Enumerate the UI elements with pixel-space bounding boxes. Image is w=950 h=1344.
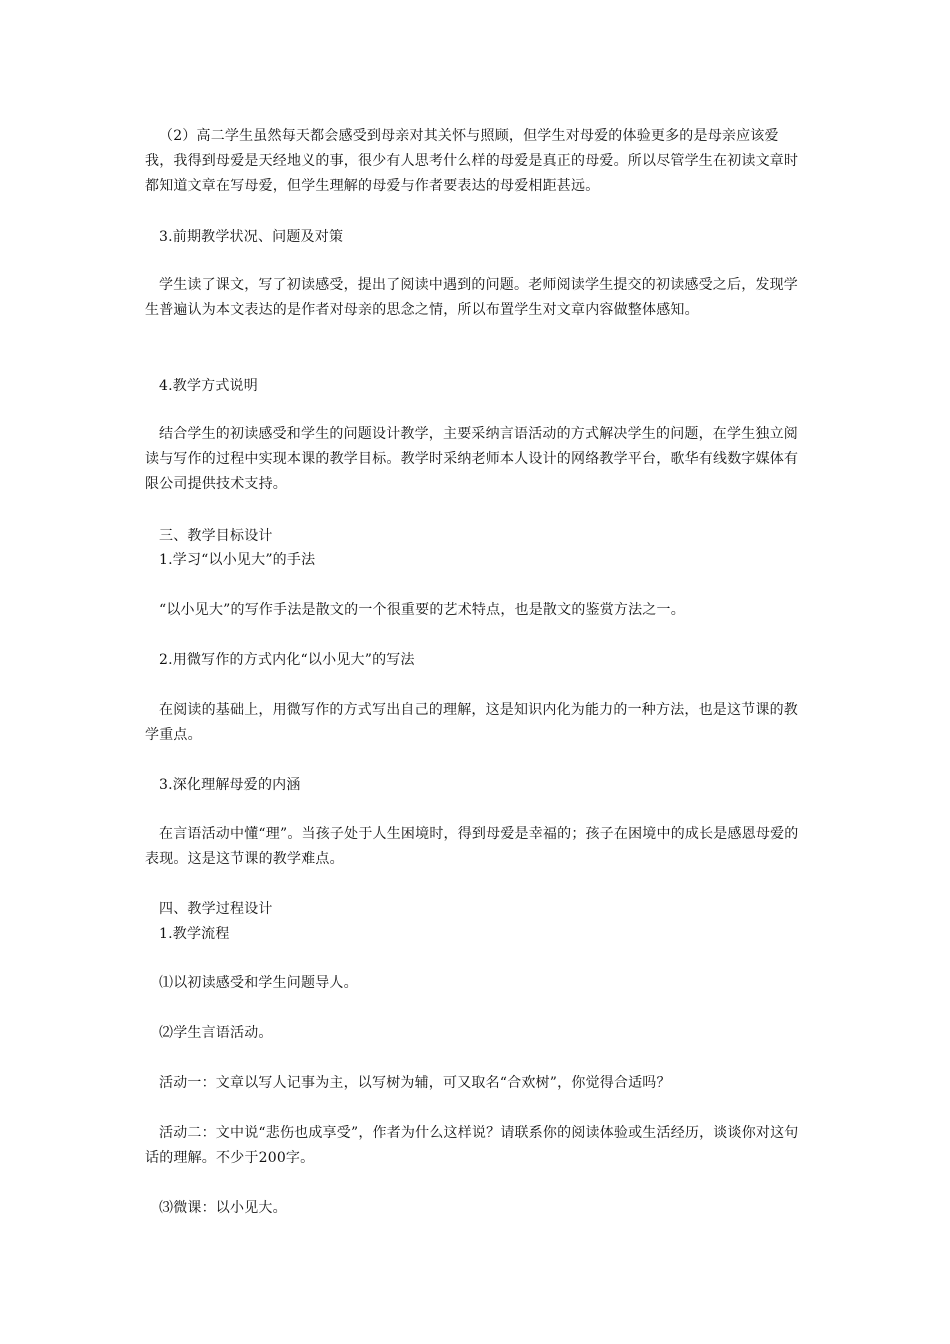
heading-goal-3: 3.深化理解母爱的内涵	[159, 777, 301, 793]
paragraph-goal-2: 在阅读的基础上，用微写作的方式写出自己的理解，这是知识内化为能力的一种方法，也是这节课的教学重点。	[145, 702, 798, 743]
heading-section-three: 三、教学目标设计	[159, 528, 273, 544]
heading-teaching-method: 4.教学方式说明	[159, 378, 258, 394]
list-item-flow-3: ⑶微课：以小见大。	[159, 1200, 287, 1216]
heading-teaching-flow: 1.教学流程	[159, 926, 230, 942]
paragraph-student-analysis-2: （2）高二学生虽然每天都会感受到母亲对其关怀与照顾，但学生对母爱的体验更多的是母亲应该爱我，我得到母爱是天经地义的事，很少有人思考什么样的母爱是真正的母爱。所以尽管学生在初读文章时都知道文章在写母爱，但学生理解的母爱与作者要表达的母爱相距甚远。	[145, 128, 799, 194]
paragraph-teaching-method: 结合学生的初读感受和学生的问题设计教学，主要采纳言语活动的方式解决学生的问题，在学生独立阅读与写作的过程中实现本课的教学目标。教学时采纳老师本人设计的网络教学平台，歌华有线数字媒体有限公司提供技术支持。	[145, 426, 799, 492]
list-item-flow-1: ⑴以初读感受和学生问题导人。	[159, 975, 358, 991]
paragraph-activity-2: 活动二：文中说“悲伤也成享受”，作者为什么这样说？请联系你的阅读体验或生活经历，谈谈你对这句话的理解。不少于200字。	[145, 1125, 799, 1166]
heading-prior-teaching: 3.前期教学状况、问题及对策	[159, 229, 344, 245]
list-item-flow-2: ⑵学生言语活动。	[159, 1025, 273, 1041]
paragraph-prior-teaching: 学生读了课文，写了初读感受，提出了阅读中遇到的问题。老师阅读学生提交的初读感受之后，发现学生普遍认为本文表达的是作者对母亲的思念之情，所以布置学生对文章内容做整体感知。	[145, 277, 798, 318]
heading-section-four: 四、教学过程设计	[159, 901, 273, 917]
heading-goal-1: 1.学习“以小见大”的手法	[159, 552, 316, 568]
paragraph-goal-3: 在言语活动中懂“理”。当孩子处于人生困境时，得到母爱是幸福的；孩子在困境中的成长是感恩母爱的表现。这是这节课的教学难点。	[145, 826, 799, 867]
heading-goal-2: 2.用微写作的方式内化“以小见大”的写法	[159, 652, 415, 668]
paragraph-activity-1: 活动一：文章以写人记事为主，以写树为辅，可又取名“合欢树”，你觉得合适吗？	[159, 1075, 671, 1091]
paragraph-goal-1: “以小见大”的写作手法是散文的一个很重要的艺术特点，也是散文的鉴赏方法之一。	[159, 602, 685, 618]
